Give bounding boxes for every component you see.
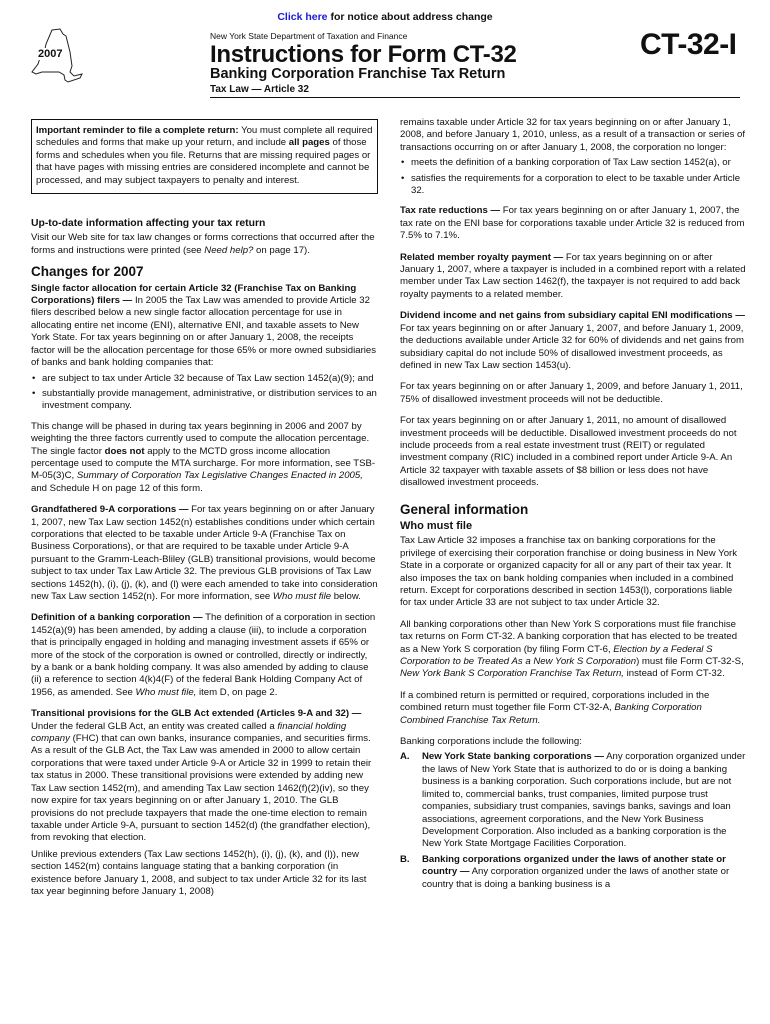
reminder-text-2: of those forms and schedules when you file. Returns that are missing required pages or that have pages with missing entries are considered incomplete and cannot be processed, and may subject taxpayers to penalty and interest.: [36, 137, 371, 186]
definition-run-in: Definition of a banking corporation —: [31, 612, 203, 624]
dividend-text: For tax years beginning on or after January 1, 2007, and before January 1, 2009, the deductions available under Article 32 for 60% of dividends and net gains from subsidiary capital do not include 50% of disallowed investment proceeds, as defined in new Tax Law section 1453(u).: [400, 322, 744, 371]
royalty-paragraph: [400, 252, 746, 302]
single-factor-paragraph: [31, 283, 378, 370]
form-ct32s-title: New York Bank S Corporation Franchise Tax Return,: [400, 668, 624, 680]
list-letter: A.: [400, 751, 410, 763]
definition-text: The definition of a corporation in section 1452(a)(9) has been amended, by adding a clause (iii), to include a corporation that is principally engaged in holding and managing investment assets if 65% or more of the stock of the corporation is owned or controlled, directly or indirectly, by a bank or a bank holding company. It was also amended by adding to clause (ii) a reference to section 4(k)4(F) of the federal Bank Holding Company Act of 1956, as amended. See: [31, 612, 376, 698]
definition-who-must-file: Who must file,: [135, 686, 197, 698]
royalty-text: For tax years beginning on or after January 1, 2007, where a taxpayer is included in a combined report with a related member under Tax Law section 1462(f), the taxpayer is not required to add back royalty payments to a related member.: [400, 251, 746, 300]
uptodate-heading: Up-to-date information affecting your tax return: [31, 218, 266, 230]
transitional-text-1: Under the federal GLB Act, an entity was created called a: [31, 720, 278, 732]
item-a-text: Any corporation organized under the laws of New York State that is authorized to do or is doing a banking business is a banking corporation. Such corporations include, but are not limited to, commercial banks, trust companies, limited purpose trust companies, subsidiary trust companies, savings banks, savings and loan associations, agreement corporations, and the New York Business Development Corporation. Also included as a banking corporation is the New York State Mortgage Facilities Corporation.: [422, 751, 746, 850]
important-reminder-box: [31, 119, 378, 194]
right-column: [400, 117, 746, 897]
unlike-paragraph: Unlike previous extenders (Tax Law sections 1452(h), (i), (j), (k), and (l)), new section 1452(m) contains language stating that a banking corporation (in existence before January 1, 2008, and subject to tax under Article 32 for its last tax year beginning before January 1, 2008): [31, 848, 367, 897]
general-information-heading: General information: [400, 501, 529, 517]
definition-paragraph: [31, 612, 378, 699]
dividend-paragraph: [400, 310, 746, 372]
uptodate-text: Visit our Web site for tax law changes or forms corrections that occurred after the forms and instructions were printed (see: [31, 232, 375, 256]
item-a-run-in: New York State banking corporations —: [422, 751, 604, 763]
reminder-all-pages: all pages: [288, 137, 330, 149]
single-factor-run-in: Single factor allocation for certain Article 32 (Franchise Tax on Banking Corporations) filers —: [31, 282, 357, 307]
reminder-heading: Important reminder to file a complete return:: [36, 125, 239, 136]
banking-corporation-types: [400, 751, 746, 890]
phase-text-3: and Schedule H on page 12 of this form.: [31, 482, 203, 494]
grandfathered-paragraph: [31, 504, 378, 603]
list-item: • substantially provide management, administrative, or distribution services to an investment company.: [31, 388, 378, 413]
royalty-run-in: Related member royalty payment —: [400, 251, 564, 263]
tax-rate-run-in: Tax rate reductions —: [400, 205, 501, 217]
uptodate-end: on page 17).: [253, 244, 310, 256]
grandfathered-run-in: Grandfathered 9-A corporations —: [31, 504, 189, 516]
list-item: [400, 854, 746, 891]
phase-in-paragraph: [31, 421, 378, 495]
address-change-link[interactable]: Click here: [277, 11, 328, 23]
transitional-run-in: Transitional provisions for the GLB Act extended (Articles 9-A and 32) —: [31, 708, 362, 720]
left-column: [31, 119, 378, 907]
reminder-text-1: You must complete all required schedules and forms that make up your return, and include: [36, 125, 373, 149]
list-item: [400, 751, 746, 850]
tax-rate-paragraph: [400, 205, 746, 242]
banking-corporations-intro: Banking corporations include the following:: [400, 736, 582, 748]
form-ct32a-title: Banking Corporation Combined Franchise Tax Return.: [400, 702, 702, 726]
item-b-text: Any corporation organized under the laws of another state or country that is doing a banking business is a: [422, 866, 730, 890]
single-factor-bullets: [31, 373, 378, 413]
list-item: • satisfies the requirements for a corporation to elect to be taxable under Article 32.: [400, 173, 746, 198]
transitional-paragraph: [31, 708, 378, 844]
need-help-reference: Need help?: [204, 244, 254, 256]
financial-holding-company-term: financial holding company: [31, 720, 347, 745]
list-letter: B.: [400, 853, 410, 865]
who-must-file-heading: Who must file: [400, 519, 473, 532]
address-change-notice-text: for notice about address change: [327, 11, 493, 23]
uptodate-paragraph: [31, 232, 378, 257]
phase-text-1: This change will be phased in during tax years beginning in 2006 and 2007 by weighting the three factors currently used to compute the allocation percentage. The single factor: [31, 420, 370, 457]
definition-end: item D, on page 2.: [196, 686, 278, 698]
list-item: • meets the definition of a banking corporation of Tax Law section 1452(a), or: [400, 157, 746, 169]
page-title: Instructions for Form CT-32: [210, 41, 517, 68]
item-b-run-in: Banking corporations organized under the laws of another state or country —: [422, 853, 726, 878]
who-must-file-paragraph-3: [400, 690, 746, 727]
tax-rate-text: For tax years beginning on or after January 1, 2007, the tax rate on the ENI base for corporations taxable under Article 32 is reduced from 7.5% to 7.1%.: [400, 205, 745, 242]
form-code: CT-32-I: [640, 28, 737, 61]
dividend-run-in: Dividend income and net gains from subsidiary capital ENI modifications —: [400, 310, 745, 322]
form-ct6-title: Election by a Federal S Corporation to be Treated As a New York S Corporation: [400, 643, 713, 668]
continued-paragraph: remains taxable under Article 32 for tax years beginning on or after January 1, 2008, and before January 1, 2010, unless, as a result of a transaction or series of transactions occurring on or after January 1, 2008, the corporation no longer:: [400, 117, 746, 153]
department-name: New York State Department of Taxation and Finance: [210, 31, 408, 41]
phase-text-2: apply to the MCTD gross income allocation percentage used to compute the MTA surcharge. For more information, see TSB-M-05(3)C,: [31, 445, 376, 482]
who2-text-b: ) must file Form CT-32-S,: [636, 656, 744, 668]
address-change-notice: [0, 11, 770, 23]
list-item: • are subject to tax under Article 32 because of Tax Law section 1452(a)(9); and: [31, 373, 378, 385]
single-factor-text: In 2005 the Tax Law was amended to provide Article 32 filers described below a new single factor allocation percentage for use in allocating entire net income (ENI), alternative ENI, and taxable assets to New York State. For tax years beginning on or after January 1, 2008, the receipts factor will be the allocation percentage for those 65% or more owned subsidiaries of banks and bank holding companies that:: [31, 295, 377, 369]
changes-heading: Changes for 2007: [31, 264, 144, 280]
grandfathered-text: For tax years beginning on or after January 1, 2007, new Tax Law section 1452(n) establishes conditions under which certain corporations that elected to be taxable under Article 9-A (Franchise Tax on Business Corporations), or that are required to be taxable under Article 9-A pursuant to the Gramm-Leach-Bliley (GLB) transitional provisions, would become subject to tax under Tax Law Article 32. The previous GLB provisions of Tax Law sections 1452(h), (i), (j), (k), and (l) were each amended to take into consideration new Tax Law section 1452(n). For more information, see: [31, 504, 378, 602]
who3-text: If a combined return is permitted or required, corporations included in the combined return must together file Form CT-32-A,: [400, 689, 710, 714]
who2-text-a: All banking corporations other than New York S corporations must file franchise tax returns on Form CT-32. A banking corporation that has elected to be treated as a New York S corporation (by filing Form CT-6,: [400, 618, 738, 655]
tax-law-reference: Tax Law — Article 32: [210, 84, 309, 95]
header-divider: [210, 97, 740, 98]
who2-text-c: instead of Form CT-32.: [623, 668, 725, 680]
page-subtitle: Banking Corporation Franchise Tax Return: [210, 66, 506, 82]
dividend-paragraph-2: For tax years beginning on or after January 1, 2009, and before January 1, 2011, 75% of disallowed investment proceeds will not be deductible.: [400, 381, 743, 405]
phase-summary-title: Summary of Corporation Tax Legislative Changes Enacted in 2005,: [76, 470, 363, 482]
who-must-file-paragraph-1: Tax Law Article 32 imposes a franchise tax on banking corporations for the privilege of exercising their corporation franchise or doing business in New York State in a corporate or organized capacity for all or any part of their tax year. It also imposes the tax on bank holding companies when included in a combined return. Except for corporations described in section 1453(l), corporations liable for tax under Article 33 are not subject to tax under Article 32.: [400, 535, 738, 609]
dividend-paragraph-3: For tax years beginning on or after January 1, 2011, no amount of disallowed investment proceeds will be deductible. Disallowed investment proceeds do not include proceeds from a real estate investment trust (REIT) or regulated investment company (RIC) included in a combined report under Article 9-A. An Article 32 taxpayer with taxable assets of $8 billion or less does not have disallowed investment proceeds.: [400, 415, 737, 489]
grandfathered-end: below.: [331, 591, 361, 602]
grandfathered-who-must-file: Who must file: [272, 591, 332, 602]
tax-year-label: 2007: [38, 48, 63, 60]
who-must-file-paragraph-2: [400, 619, 746, 681]
phase-does-not: does not: [104, 445, 145, 457]
continued-bullets: [400, 157, 746, 197]
transitional-text-2: (FHC) that can own banks, insurance companies, and securities firms. As a result of the GLB Act, the Tax Law was amended in 2000 to allow certain corporations that were taxed under Article 9-A or Article 32 in 1999 to retain their tax status in 2000. These transitional provisions were extended by adding new Tax Law section 1452(m), and amending Tax Law section 1462(f)(2)(iv), so they now expire for tax years beginning on or after January 1, 2010. The GLB provisions do not preclude taxpayers that made the one-time election to remain taxable under Article 9-A, pursuant to section 1452(d) (the grandfather election), from revoking that election.: [31, 733, 372, 844]
